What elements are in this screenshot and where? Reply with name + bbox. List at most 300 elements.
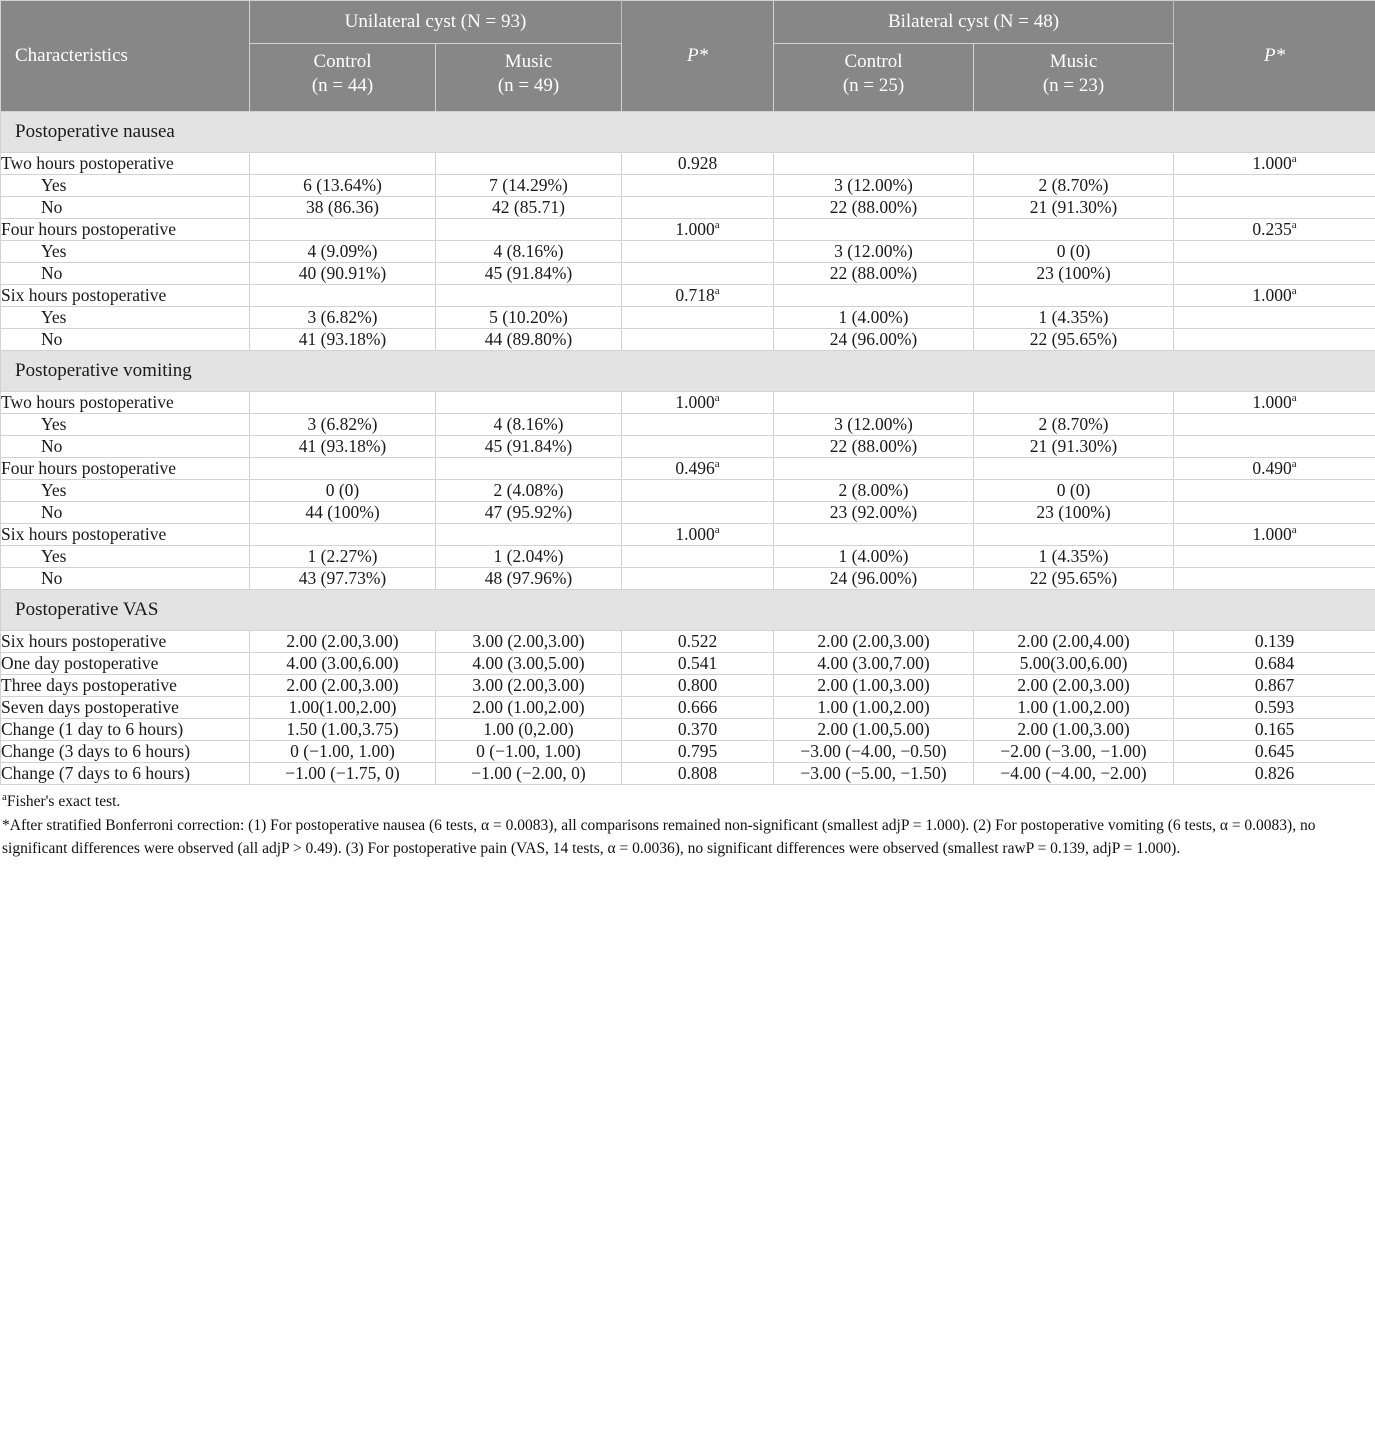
row-cell — [774, 479, 974, 501]
cell-value: −3.00 (−5.00, −1.50) — [800, 762, 947, 783]
footnote-ref: a — [714, 457, 720, 470]
row-cell — [250, 218, 436, 240]
cell-value: 45 (91.84%) — [484, 435, 573, 456]
row-cell — [622, 545, 774, 567]
row-cell — [974, 306, 1174, 328]
cell-value: 3.00 (2.00,3.00) — [472, 674, 585, 695]
row-label: No — [1, 328, 250, 350]
cell-value: 2 (8.70%) — [1038, 413, 1109, 434]
cell-value: 2.00 (1.00,3.00) — [817, 674, 930, 695]
cell-value: 0.593 — [1254, 696, 1295, 717]
cell-value: 44 (89.80%) — [484, 328, 573, 349]
row-cell — [250, 567, 436, 589]
row-cell — [250, 652, 436, 674]
row-cell — [774, 174, 974, 196]
row-cell — [774, 328, 974, 350]
row-cell — [974, 413, 1174, 435]
row-cell — [250, 762, 436, 784]
row-cell — [974, 674, 1174, 696]
row-cell — [1174, 328, 1375, 350]
row-cell — [974, 501, 1174, 523]
row-cell — [250, 152, 436, 174]
row-cell — [622, 630, 774, 652]
row-cell — [1174, 306, 1375, 328]
header-unilateral-control-line1: Control — [313, 51, 372, 72]
cell-value: 0.808 — [677, 762, 718, 783]
row-cell — [250, 696, 436, 718]
row-cell — [774, 218, 974, 240]
table-row — [1, 457, 1375, 479]
row-cell — [436, 567, 622, 589]
row-label: No — [1, 196, 250, 218]
cell-value: 1.000 — [675, 218, 715, 239]
row-cell — [622, 740, 774, 762]
row-cell — [774, 196, 974, 218]
row-cell — [974, 435, 1174, 457]
header-p-unilateral-label: P* — [686, 44, 709, 66]
cell-value: 21 (91.30%) — [1029, 196, 1118, 217]
header-bilateral-control — [774, 44, 974, 112]
cell-value: −2.00 (−3.00, −1.00) — [1000, 740, 1147, 761]
row-cell — [1174, 762, 1375, 784]
cell-value: 0.666 — [677, 696, 718, 717]
row-cell — [250, 479, 436, 501]
row-cell — [1174, 696, 1375, 718]
cell-value: 22 (88.00%) — [829, 435, 918, 456]
row-cell — [250, 501, 436, 523]
cell-value: 1.00 (1.00,2.00) — [817, 696, 930, 717]
row-cell — [436, 413, 622, 435]
cell-value: 0 (0) — [1056, 479, 1091, 500]
cell-value: 23 (100%) — [1036, 501, 1111, 522]
row-label: Two hours postoperative — [1, 152, 250, 174]
header-bilateral-music-line1: Music — [1049, 51, 1098, 72]
row-cell — [1174, 152, 1375, 174]
row-cell — [436, 284, 622, 306]
row-cell — [974, 523, 1174, 545]
row-cell — [250, 240, 436, 262]
row-cell — [436, 652, 622, 674]
cell-value: 3 (12.00%) — [834, 240, 913, 261]
table-row — [1, 674, 1375, 696]
cell-value: 44 (100%) — [305, 501, 380, 522]
table-row — [1, 306, 1375, 328]
table-row — [1, 262, 1375, 284]
row-label: No — [1, 262, 250, 284]
row-label: Four hours postoperative — [1, 218, 250, 240]
table-row — [1, 762, 1375, 784]
cell-value: 42 (85.71) — [492, 196, 565, 217]
row-cell — [774, 284, 974, 306]
cell-value: 0 (−1.00, 1.00) — [476, 740, 581, 761]
footnote-ref: a — [714, 284, 720, 297]
row-cell — [1174, 652, 1375, 674]
row-cell — [436, 196, 622, 218]
row-cell — [250, 674, 436, 696]
table-row — [1, 652, 1375, 674]
cell-value: 0.139 — [1254, 630, 1295, 651]
cell-value: 45 (91.84%) — [484, 262, 573, 283]
section-title: Postoperative nausea — [1, 111, 1375, 152]
header-p-bilateral-label: P* — [1263, 44, 1286, 66]
row-cell — [436, 762, 622, 784]
cell-value: 3 (12.00%) — [834, 174, 913, 195]
row-cell — [974, 567, 1174, 589]
cell-value: 1.000 — [1252, 391, 1292, 412]
row-cell — [622, 306, 774, 328]
row-cell — [974, 718, 1174, 740]
footnote-ref: a — [1291, 152, 1297, 165]
row-cell — [774, 567, 974, 589]
footnote-a-marker: a — [2, 790, 7, 803]
row-cell — [974, 479, 1174, 501]
row-cell — [436, 435, 622, 457]
cell-value: 0.867 — [1254, 674, 1295, 695]
row-cell — [622, 262, 774, 284]
row-cell — [436, 545, 622, 567]
row-cell — [622, 696, 774, 718]
row-cell — [436, 306, 622, 328]
cell-value: 1.00 (1.00,2.00) — [1017, 696, 1130, 717]
footnote-a — [2, 791, 1369, 813]
cell-value: 1.000 — [1252, 284, 1292, 305]
cell-value: 3 (6.82%) — [307, 413, 378, 434]
cell-value: 2.00 (2.00,4.00) — [1017, 630, 1130, 651]
cell-value: −1.00 (−1.75, 0) — [285, 762, 400, 783]
table-body — [1, 111, 1375, 784]
row-cell — [250, 457, 436, 479]
row-cell — [1174, 479, 1375, 501]
row-cell — [974, 262, 1174, 284]
row-label: Six hours postoperative — [1, 630, 250, 652]
row-label: Yes — [1, 545, 250, 567]
row-cell — [1174, 413, 1375, 435]
row-cell — [622, 328, 774, 350]
cell-value: 4 (8.16%) — [493, 240, 564, 261]
cell-value: 0 (0) — [1056, 240, 1091, 261]
cell-value: 41 (93.18%) — [298, 328, 387, 349]
row-cell — [1174, 567, 1375, 589]
table-row — [1, 740, 1375, 762]
row-cell — [250, 718, 436, 740]
row-cell — [1174, 501, 1375, 523]
row-label: Change (3 days to 6 hours) — [1, 740, 250, 762]
cell-value: 1 (4.00%) — [838, 306, 909, 327]
table-row — [1, 630, 1375, 652]
footnote-ref: a — [1291, 284, 1297, 297]
header-p-unilateral — [622, 1, 774, 112]
row-cell — [436, 718, 622, 740]
row-cell — [622, 218, 774, 240]
cell-value: 24 (96.00%) — [829, 328, 918, 349]
header-bilateral-control-line1: Control — [844, 51, 903, 72]
row-label: No — [1, 435, 250, 457]
row-label: Three days postoperative — [1, 674, 250, 696]
row-cell — [774, 718, 974, 740]
row-cell — [1174, 630, 1375, 652]
row-cell — [622, 718, 774, 740]
cell-value: 41 (93.18%) — [298, 435, 387, 456]
cell-value: 40 (90.91%) — [298, 262, 387, 283]
cell-value: 4.00 (3.00,5.00) — [472, 652, 585, 673]
row-cell — [774, 413, 974, 435]
row-label: Yes — [1, 306, 250, 328]
cell-value: 5.00(3.00,6.00) — [1019, 652, 1128, 673]
cell-value: 3 (12.00%) — [834, 413, 913, 434]
cell-value: 3.00 (2.00,3.00) — [472, 630, 585, 651]
row-cell — [774, 501, 974, 523]
row-cell — [436, 740, 622, 762]
cell-value: 4.00 (3.00,6.00) — [286, 652, 399, 673]
row-label: Two hours postoperative — [1, 391, 250, 413]
row-cell — [974, 696, 1174, 718]
cell-value: 0.522 — [677, 630, 718, 651]
row-cell — [250, 174, 436, 196]
row-cell — [250, 630, 436, 652]
cell-value: 0.795 — [677, 740, 718, 761]
header-bilateral-music — [974, 44, 1174, 112]
cell-value: 4 (9.09%) — [307, 240, 378, 261]
cell-value: 0.645 — [1254, 740, 1295, 761]
header-unilateral-control-line2: (n = 44) — [311, 75, 374, 97]
header-group-bilateral — [774, 1, 1174, 44]
row-label: Yes — [1, 174, 250, 196]
row-label: Yes — [1, 479, 250, 501]
table-row — [1, 567, 1375, 589]
table-row — [1, 501, 1375, 523]
row-cell — [774, 652, 974, 674]
cell-value: 2.00 (2.00,3.00) — [286, 674, 399, 695]
cell-value: 1 (4.35%) — [1038, 545, 1109, 566]
cell-value: 1.00 (0,2.00) — [483, 718, 574, 739]
row-cell — [622, 152, 774, 174]
table-row — [1, 523, 1375, 545]
cell-value: 2 (8.00%) — [838, 479, 909, 500]
cell-value: 0.496 — [675, 457, 715, 478]
row-cell — [436, 218, 622, 240]
row-cell — [974, 240, 1174, 262]
footnote-a-text: Fisher's exact test. — [6, 792, 121, 810]
cell-value: 1.000 — [675, 523, 715, 544]
cell-value: 0.928 — [677, 152, 718, 173]
row-label: Change (7 days to 6 hours) — [1, 762, 250, 784]
cell-value: 4 (8.16%) — [493, 413, 564, 434]
row-cell — [622, 762, 774, 784]
row-cell — [622, 240, 774, 262]
row-cell — [622, 652, 774, 674]
cell-value: 5 (10.20%) — [489, 306, 568, 327]
table-row — [1, 435, 1375, 457]
header-unilateral-music — [436, 44, 622, 112]
cell-value: 2.00 (2.00,3.00) — [817, 630, 930, 651]
footnote-star: *After stratified Bonferroni correction: (1) For postoperative nausea (6 tests, α = 0.0083), all comparisons remained non-significant (smallest adjP = 1.000). (2) For postoperative vomiting (6 tests, α = 0.0083), no significant differences were observed (all adjP > 0.49). (3) For postoperative pain (VAS, 14 tests, α = 0.0036), no significant differences were observed (smallest rawP = 0.139, adjP = 1.000). — [2, 817, 1316, 857]
row-cell — [436, 630, 622, 652]
cell-value: 2.00 (2.00,3.00) — [1017, 674, 1130, 695]
row-cell — [774, 152, 974, 174]
cell-value: 2.00 (1.00,3.00) — [1017, 718, 1130, 739]
row-cell — [436, 479, 622, 501]
cell-value: 1 (2.27%) — [307, 545, 378, 566]
cell-value: 0.684 — [1254, 652, 1295, 673]
table-header — [1, 1, 1375, 112]
cell-value: 23 (92.00%) — [829, 501, 918, 522]
table-row — [1, 413, 1375, 435]
section-row — [1, 350, 1375, 391]
cell-value: −4.00 (−4.00, −2.00) — [1000, 762, 1147, 783]
row-cell — [250, 435, 436, 457]
row-cell — [1174, 435, 1375, 457]
row-cell — [974, 457, 1174, 479]
row-cell — [250, 413, 436, 435]
cell-value: 7 (14.29%) — [489, 174, 568, 195]
row-cell — [622, 284, 774, 306]
section-title: Postoperative vomiting — [1, 350, 1375, 391]
row-cell — [1174, 523, 1375, 545]
row-cell — [774, 391, 974, 413]
row-cell — [250, 328, 436, 350]
footnote-ref: a — [1291, 391, 1297, 404]
table-row — [1, 328, 1375, 350]
cell-value: 1.000 — [1252, 152, 1292, 173]
row-cell — [974, 762, 1174, 784]
row-cell — [622, 674, 774, 696]
row-cell — [622, 567, 774, 589]
row-label: Six hours postoperative — [1, 284, 250, 306]
table-row — [1, 391, 1375, 413]
row-cell — [250, 545, 436, 567]
row-cell — [250, 523, 436, 545]
cell-value: 6 (13.64%) — [303, 174, 382, 195]
cell-value: 0.235 — [1252, 218, 1292, 239]
cell-value: 0 (0) — [325, 479, 360, 500]
row-cell — [774, 630, 974, 652]
row-cell — [974, 174, 1174, 196]
row-cell — [774, 435, 974, 457]
header-group-unilateral-label: Unilateral cyst (N = 93) — [344, 11, 527, 32]
row-cell — [250, 262, 436, 284]
table-row — [1, 696, 1375, 718]
row-cell — [974, 740, 1174, 762]
row-cell — [774, 240, 974, 262]
header-unilateral-music-line1: Music — [504, 51, 553, 72]
cell-value: 22 (95.65%) — [1029, 328, 1118, 349]
cell-value: 4.00 (3.00,7.00) — [817, 652, 930, 673]
cell-value: 47 (95.92%) — [484, 501, 573, 522]
header-unilateral-control — [250, 44, 436, 112]
cell-value: 38 (86.36) — [306, 196, 379, 217]
row-label: Yes — [1, 240, 250, 262]
cell-value: 43 (97.73%) — [298, 567, 387, 588]
cell-value: 24 (96.00%) — [829, 567, 918, 588]
header-characteristics: Characteristics — [1, 1, 250, 112]
row-cell — [436, 457, 622, 479]
row-cell — [774, 523, 974, 545]
row-label: Six hours postoperative — [1, 523, 250, 545]
row-cell — [1174, 545, 1375, 567]
row-cell — [1174, 740, 1375, 762]
cell-value: 48 (97.96%) — [484, 567, 573, 588]
row-cell — [774, 740, 974, 762]
cell-value: 0.541 — [677, 652, 718, 673]
section-row — [1, 111, 1375, 152]
table-row — [1, 479, 1375, 501]
table-row — [1, 174, 1375, 196]
row-cell — [250, 740, 436, 762]
cell-value: 2 (4.08%) — [493, 479, 564, 500]
row-cell — [774, 674, 974, 696]
cell-value: 22 (95.65%) — [1029, 567, 1118, 588]
row-cell — [974, 391, 1174, 413]
row-cell — [1174, 391, 1375, 413]
row-cell — [436, 328, 622, 350]
row-cell — [774, 545, 974, 567]
row-label: No — [1, 501, 250, 523]
cell-value: 0.490 — [1252, 457, 1292, 478]
table-row — [1, 284, 1375, 306]
row-cell — [974, 545, 1174, 567]
table-row — [1, 240, 1375, 262]
cell-value: 2.00 (2.00,3.00) — [286, 630, 399, 651]
row-cell — [436, 391, 622, 413]
header-unilateral-music-line2: (n = 49) — [497, 75, 560, 97]
row-cell — [974, 152, 1174, 174]
row-cell — [250, 284, 436, 306]
row-cell — [1174, 718, 1375, 740]
footnote-ref: a — [714, 523, 720, 536]
table-footnotes — [0, 785, 1375, 872]
row-cell — [974, 284, 1174, 306]
table-row — [1, 196, 1375, 218]
footnote-ref: a — [714, 218, 720, 231]
row-label: Four hours postoperative — [1, 457, 250, 479]
row-label: Change (1 day to 6 hours) — [1, 718, 250, 740]
cell-value: −1.00 (−2.00, 0) — [471, 762, 586, 783]
cell-value: 0.800 — [677, 674, 718, 695]
footnote-ref: a — [714, 391, 720, 404]
cell-value: 1 (2.04%) — [493, 545, 564, 566]
footnote-ref: a — [1291, 523, 1297, 536]
row-cell — [622, 523, 774, 545]
row-cell — [622, 413, 774, 435]
row-cell — [1174, 218, 1375, 240]
row-label: Yes — [1, 413, 250, 435]
cell-value: 21 (91.30%) — [1029, 435, 1118, 456]
row-cell — [436, 523, 622, 545]
row-cell — [1174, 196, 1375, 218]
row-cell — [436, 262, 622, 284]
cell-value: 1 (4.35%) — [1038, 306, 1109, 327]
row-cell — [622, 435, 774, 457]
row-cell — [622, 196, 774, 218]
row-cell — [436, 174, 622, 196]
cell-value: 0.165 — [1254, 718, 1295, 739]
row-cell — [622, 479, 774, 501]
cell-value: 0.370 — [677, 718, 718, 739]
cell-value: 1.000 — [675, 391, 715, 412]
cell-value: 22 (88.00%) — [829, 262, 918, 283]
footnote-ref: a — [1291, 218, 1297, 231]
row-cell — [774, 696, 974, 718]
row-cell — [436, 240, 622, 262]
header-group-bilateral-label: Bilateral cyst (N = 48) — [887, 11, 1060, 32]
table-row — [1, 218, 1375, 240]
row-cell — [774, 306, 974, 328]
cell-value: 1.00(1.00,2.00) — [288, 696, 397, 717]
row-cell — [1174, 262, 1375, 284]
row-cell — [974, 630, 1174, 652]
table-row — [1, 152, 1375, 174]
row-cell — [974, 652, 1174, 674]
